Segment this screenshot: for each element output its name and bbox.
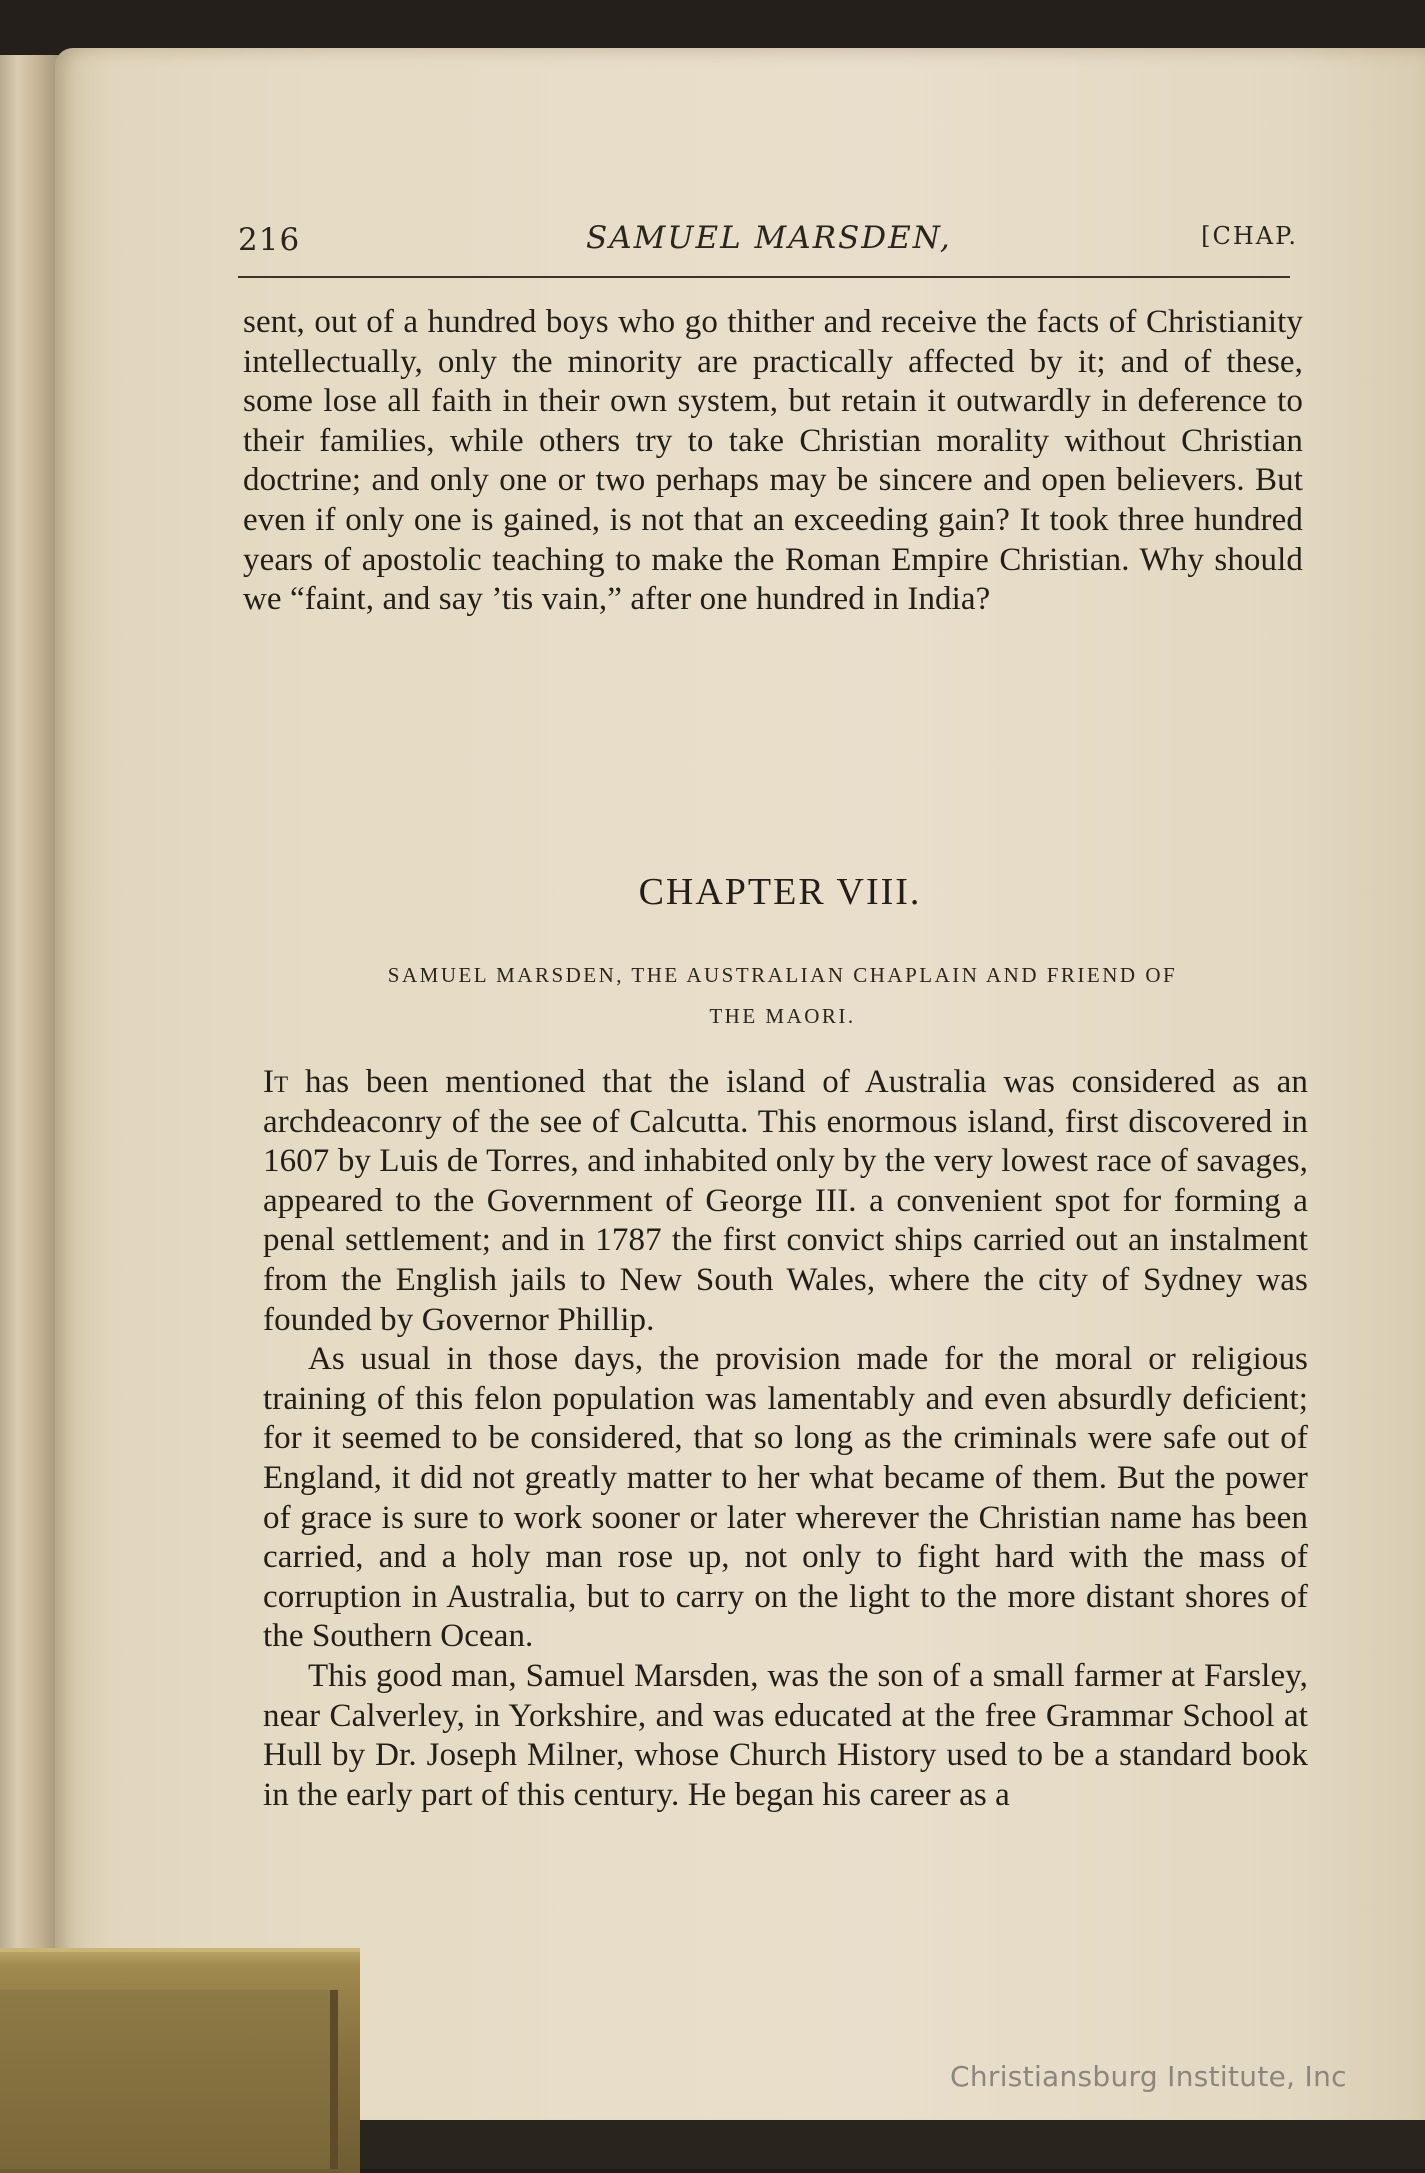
page-number: 216 <box>238 222 301 258</box>
chapter-title: CHAPTER VIII. <box>638 871 922 913</box>
chapter-subtitle-line: THE MAORI. <box>709 1004 856 1028</box>
book-board-edge <box>0 1990 338 2169</box>
watermark: Christiansburg Institute, Inc <box>950 2060 1347 2093</box>
continuation-paragraph <box>243 303 1303 620</box>
running-header <box>238 216 1298 272</box>
body-paragraph: As usual in those days, the provision made for the moral or religious training of this felon population was lamentably and even absurdly deficient; for it seemed to be considered, that so long as the criminals were safe out of England, it did not greatly matter to her what became of them. But the power of grace is sure to work sooner or later wherever the Christian name has been carried, and a holy man rose up, not only to fight hard with the mass of corruption in Australia, but to carry on the light to the more distant shores of the Southern Ocean. <box>263 1341 1308 1655</box>
header-rule <box>238 276 1290 278</box>
chapter-subtitle-line: SAMUEL MARSDEN, THE AUSTRALIAN CHAPLAIN AND FRIEND OF <box>387 963 1178 987</box>
running-title: SAMUEL MARSDEN, <box>586 220 952 256</box>
body-paragraph: This good man, Samuel Marsden, was the son of a small farmer at Farsley, near Calverley, in Yorkshire, and was educated at the free Grammar School at Hull by Dr. Joseph Milner, whose Church History used to be a standard book in the early part of this century. He began his career as a <box>263 1657 1308 1813</box>
paragraph-text: has been mentioned that the island of Australia was considered as an archdeaconry of the see of Calcutta. This enormous island, first discovered in 1607 by Luis de Torres, and inhabited only by the very lowest race of savages, appeared to the Government of George III. a convenient spot for forming a penal settlement; and in 1787 the first convict ships carried out an instalment from the English jails to New South Wales, where the city of Sydney was founded by Governor Phillip. <box>263 1064 1308 1338</box>
page-stack-edge <box>0 55 60 2085</box>
chapter-body <box>263 1063 1308 1815</box>
chapter-subtitle <box>290 955 1275 1037</box>
paragraph-text: sent, out of a hundred boys who go thither and receive the facts of Christianity intellectually, only the minority are practically affected by it; and of these, some lose all faith in their own system, but retain it outwardly in deference to their families, while others try to take Christian morality without Christian doctrine; and only one or two perhaps may be sincere and open believers. But even if only one is gained, is not that an exceeding gain? It took three hundred years of apostolic teaching to make the Roman Empire Christian. Why should we “faint, and say ’tis vain,” after one hundred in India? <box>243 304 1303 618</box>
background-bottom <box>360 2120 1425 2169</box>
lead-word: It <box>263 1064 289 1100</box>
chapter-label: [CHAP. <box>1201 222 1298 250</box>
body-paragraph <box>263 1063 1308 1340</box>
